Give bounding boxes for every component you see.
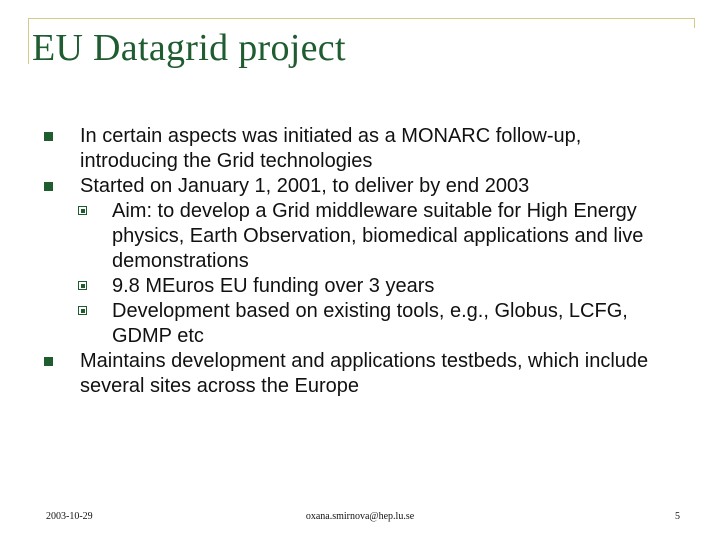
hollow-square-bullet-icon: [78, 306, 87, 315]
frame-right-line: [694, 18, 695, 28]
footer-email: oxana.smirnova@hep.lu.se: [305, 511, 415, 522]
hollow-square-bullet-icon: [78, 281, 87, 290]
sub-bullet-text: Aim: to develop a Grid middleware suitable for High Energy physics, Earth Observation, biomedical applications and live demonstrations: [112, 200, 644, 272]
sub-bullet-item: [44, 199, 684, 274]
bullet-item: [44, 349, 684, 399]
square-bullet-icon: [44, 357, 53, 366]
bullet-text: Started on January 1, 2001, to deliver by end 2003: [80, 175, 530, 197]
bullet-text: Maintains development and applications testbeds, which include several sites across the Europe: [80, 350, 649, 397]
sub-bullet-text: Development based on existing tools, e.g., Globus, LCFG, GDMP etc: [112, 300, 628, 347]
footer-date: 2003-10-29: [46, 511, 93, 522]
square-bullet-icon: [44, 132, 53, 141]
slide-title: EU Datagrid project: [32, 27, 346, 69]
bullet-item: [44, 174, 684, 199]
sub-bullet-text: 9.8 MEuros EU funding over 3 years: [112, 275, 435, 297]
footer-page-number: 5: [675, 511, 680, 522]
slide-body: [44, 124, 684, 399]
sub-bullet-item: [44, 299, 684, 349]
bullet-item: [44, 124, 684, 174]
hollow-square-bullet-icon: [78, 206, 87, 215]
square-bullet-icon: [44, 182, 53, 191]
bullet-text: In certain aspects was initiated as a MONARC follow-up, introducing the Grid technologies: [80, 125, 582, 172]
sub-bullet-item: [44, 274, 684, 299]
frame-left-line: [28, 18, 29, 64]
frame-top-line: [28, 18, 694, 19]
